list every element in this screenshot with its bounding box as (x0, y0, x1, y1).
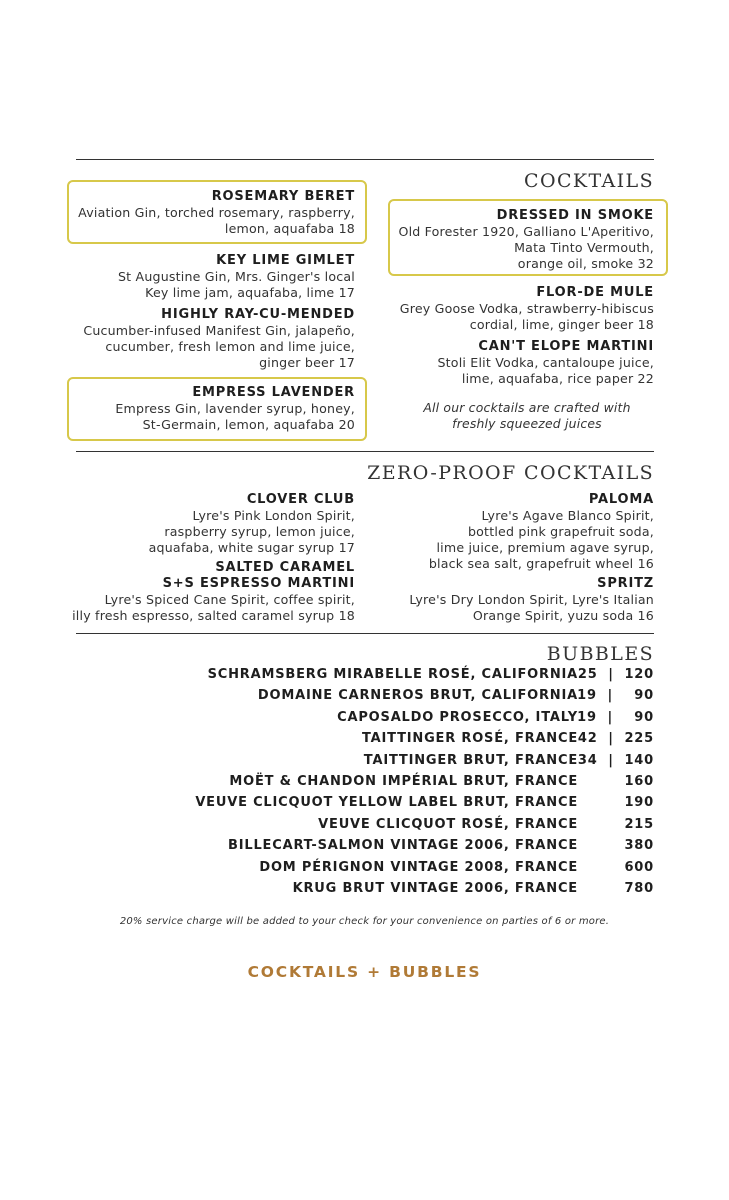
wine-price: 42 | 225 (577, 731, 654, 747)
note-line: freshly squeezed juices (452, 416, 602, 431)
wine-name: TAITTINGER ROSÉ, FRANCE (361, 731, 578, 747)
menu-item-paloma (429, 492, 654, 572)
wine-name: VEUVE CLICQUOT ROSÉ, FRANCE (318, 816, 578, 832)
wine-price: 780 (624, 880, 654, 896)
menu-item-flor-de-mule (400, 285, 654, 333)
list-item (160, 817, 654, 838)
item-desc-line: Key lime jam, aquafaba, lime 17 (145, 285, 355, 300)
menu-item-empress-lavender (115, 385, 355, 433)
item-desc-line: bottled pink grapefruit soda, (467, 524, 654, 539)
wine-name: KRUG BRUT VINTAGE 2006, FRANCE (292, 880, 578, 896)
item-desc-line: Grey Goose Vodka, strawberry-hibiscus (399, 301, 654, 316)
menu-item-cant-elope-martini (437, 339, 654, 387)
list-item (160, 667, 654, 688)
item-name: HIGHLY RAY-CU-MENDED (161, 307, 355, 322)
item-desc-line: Stoli Elit Vodka, cantaloupe juice, (437, 355, 654, 370)
list-item (160, 795, 654, 816)
item-desc-line: raspberry syrup, lemon juice, (164, 524, 355, 539)
wine-price: 600 (624, 859, 654, 875)
item-desc-line: aquafaba, white sugar syrup 17 (148, 540, 355, 555)
item-desc-line: Mata Tinto Vermouth, (514, 240, 654, 255)
item-desc-line: St Augustine Gin, Mrs. Ginger's local (117, 269, 355, 284)
wine-price: 215 (624, 816, 654, 832)
wine-name: BILLECART-SALMON VINTAGE 2006, FRANCE (228, 838, 578, 854)
item-desc-line: black sea salt, grapefruit wheel 16 (428, 556, 654, 571)
item-name: ROSEMARY BERET (211, 189, 355, 204)
menu-item-rosemary-beret (78, 189, 355, 237)
menu-item-highly-ray-cu-mended (83, 307, 355, 371)
list-item (160, 688, 654, 709)
item-desc-line: Empress Gin, lavender syrup, honey, (115, 401, 355, 416)
list-item (160, 838, 654, 859)
item-desc-line: Lyre's Dry London Spirit, Lyre's Italian (409, 592, 654, 607)
item-desc-line: lime, aquafaba, rice paper 22 (461, 371, 654, 386)
item-desc-line: Lyre's Pink London Spirit, (192, 508, 355, 523)
item-name: KEY LIME GIMLET (216, 253, 355, 268)
item-desc-line: cucumber, fresh lemon and lime juice, (105, 339, 355, 354)
item-name: SPRITZ (597, 576, 654, 591)
item-desc-line: Aviation Gin, torched rosemary, raspberry, (78, 205, 355, 220)
cocktails-note (387, 400, 667, 432)
menu-item-salted-caramel-espresso-martini (72, 560, 355, 624)
wine-price: 160 (624, 773, 654, 789)
item-desc-line: Lyre's Spiced Cane Spirit, coffee spirit, (104, 592, 355, 607)
item-desc-line: Lyre's Agave Blanco Spirit, (481, 508, 654, 523)
section-title-zero-proof: ZERO-PROOF COCKTAILS (367, 462, 654, 484)
divider-zero-proof (76, 451, 654, 452)
wine-name: DOMAINE CARNEROS BRUT, CALIFORNIA (257, 688, 578, 704)
menu-item-spritz (409, 576, 654, 624)
wine-name: TAITTINGER BRUT, FRANCE (363, 752, 578, 768)
list-item (160, 710, 654, 731)
item-desc-line: cordial, lime, ginger beer 18 (469, 317, 654, 332)
wine-name: VEUVE CLICQUOT YELLOW LABEL BRUT, FRANCE (195, 795, 578, 811)
item-desc-line: Cucumber-infused Manifest Gin, jalapeño, (83, 323, 355, 338)
item-desc-line: lime juice, premium agave syrup, (436, 540, 654, 555)
menu-item-clover-club (149, 492, 355, 556)
wine-price: 19 | 90 (577, 709, 654, 725)
section-title-bubbles: BUBBLES (546, 643, 654, 665)
wine-price: 190 (624, 795, 654, 811)
wine-name: SCHRAMSBERG MIRABELLE ROSÉ, CALIFORNIA (207, 667, 578, 682)
item-desc-line: illy fresh espresso, salted caramel syrup 18 (72, 608, 355, 623)
wine-name: MOËT & CHANDON IMPÉRIAL BRUT, FRANCE (229, 773, 578, 789)
divider-top (76, 159, 654, 160)
wine-price: 19 | 90 (577, 688, 654, 704)
item-desc-line: lemon, aquafaba 18 (224, 221, 355, 236)
wine-price: 380 (624, 838, 654, 854)
item-desc-line: Old Forester 1920, Galliano L'Aperitivo, (398, 224, 654, 239)
wine-price: 25 | 120 (577, 667, 654, 682)
item-name: DRESSED IN SMOKE (496, 208, 654, 223)
item-name: PALOMA (588, 492, 654, 507)
wine-price: 34 | 140 (577, 752, 654, 768)
section-title-cocktails: COCKTAILS (524, 170, 654, 192)
list-item (160, 731, 654, 752)
menu-item-dressed-in-smoke (398, 208, 654, 272)
note-line: All our cocktails are crafted with (423, 400, 631, 415)
item-name: CAN'T ELOPE MARTINI (478, 339, 654, 354)
divider-bubbles (76, 633, 654, 634)
list-item (160, 753, 654, 774)
item-name: CLOVER CLUB (246, 492, 355, 507)
item-desc-line: orange oil, smoke 32 (517, 256, 654, 271)
item-desc-line: Orange Spirit, yuzu soda 16 (472, 608, 654, 623)
wine-name: DOM PÉRIGNON VINTAGE 2008, FRANCE (259, 859, 578, 875)
item-desc-line: St-Germain, lemon, aquafaba 20 (142, 417, 355, 432)
item-name: S+S ESPRESSO MARTINI (162, 576, 355, 591)
list-item (160, 881, 654, 902)
service-charge-footnote: 20% service charge will be added to your check for your convenience on parties of 6 or more. (119, 916, 610, 927)
bubbles-list (160, 667, 654, 902)
menu-item-key-lime-gimlet (118, 253, 355, 301)
list-item (160, 774, 654, 795)
item-desc-line: ginger beer 17 (259, 355, 355, 370)
wine-name: CAPOSALDO PROSECCO, ITALY (337, 709, 578, 725)
brand-wordmark: COCKTAILS + BUBBLES (247, 963, 482, 981)
list-item (160, 860, 654, 881)
item-name: FLOR-DE MULE (536, 285, 654, 300)
item-name: EMPRESS LAVENDER (192, 385, 355, 400)
item-name: SALTED CARAMEL (215, 560, 355, 575)
